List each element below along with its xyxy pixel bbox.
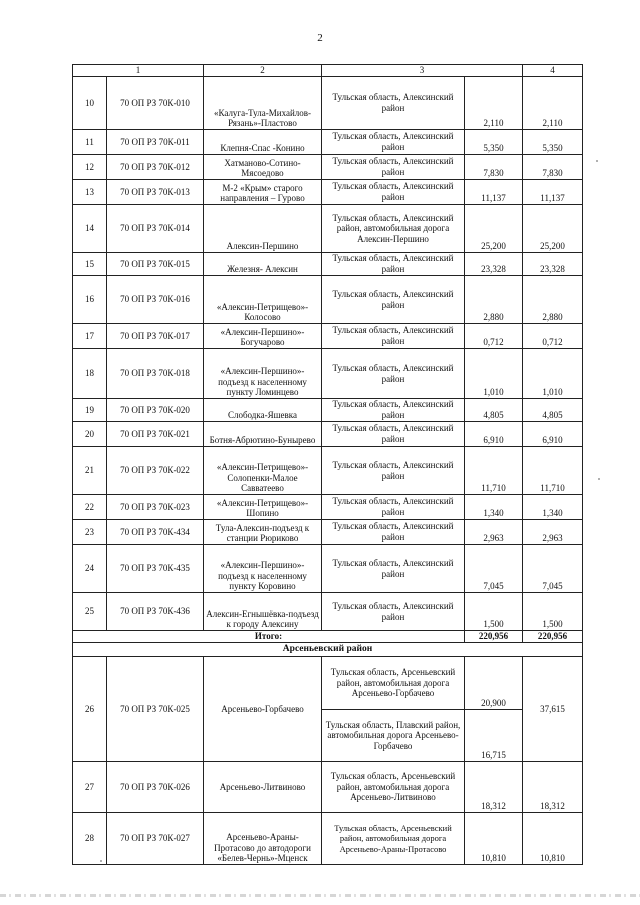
row-number: 24 bbox=[73, 545, 107, 593]
scan-edge-artifact bbox=[0, 894, 640, 897]
row-number: 13 bbox=[73, 180, 107, 205]
road-total: 1,500 bbox=[523, 593, 583, 631]
road-location: Тульская область, Арсеньевский район, автомобильная дорога Арсеньево-Горбачево bbox=[322, 657, 465, 710]
road-location: Тульская область, Алексинский район bbox=[322, 77, 465, 130]
road-code: 70 ОП РЗ 70К-434 bbox=[107, 520, 204, 545]
road-length: 11,710 bbox=[465, 447, 523, 495]
road-location: Тульская область, Алексинский район bbox=[322, 253, 465, 276]
road-name: «Алексин-Петрищево»-Колосово bbox=[204, 276, 322, 324]
road-name: Арсеньево-Горбачево bbox=[204, 657, 322, 762]
table-row bbox=[73, 545, 583, 593]
table-row bbox=[73, 349, 583, 399]
scan-speck bbox=[100, 860, 102, 862]
road-location: Тульская область, Алексинский район bbox=[322, 324, 465, 349]
row-number: 25 bbox=[73, 593, 107, 631]
row-number: 26 bbox=[73, 657, 107, 762]
road-length: 20,900 bbox=[465, 657, 523, 710]
road-code: 70 ОП РЗ 70К-027 bbox=[107, 813, 204, 865]
road-total: 23,328 bbox=[523, 253, 583, 276]
road-name: «Алексин-Першино»-Богучарово bbox=[204, 324, 322, 349]
road-length: 2,963 bbox=[465, 520, 523, 545]
road-total: 11,137 bbox=[523, 180, 583, 205]
subtotal-row bbox=[73, 631, 583, 643]
road-length: 1,500 bbox=[465, 593, 523, 631]
road-code: 70 ОП РЗ 70К-017 bbox=[107, 324, 204, 349]
road-location: Тульская область, Арсеньевский район, автомобильная дорога Арсеньево-Араны-Протасово bbox=[322, 813, 465, 865]
road-code: 70 ОП РЗ 70К-023 bbox=[107, 495, 204, 520]
road-name: «Калуга-Тула-Михайлов-Рязань»-Пластово bbox=[204, 77, 322, 130]
road-total: 11,710 bbox=[523, 447, 583, 495]
row-number: 11 bbox=[73, 130, 107, 155]
road-code: 70 ОП РЗ 70К-020 bbox=[107, 399, 204, 422]
road-total: 2,880 bbox=[523, 276, 583, 324]
road-total: 6,910 bbox=[523, 422, 583, 447]
road-location: Тульская область, Алексинский район bbox=[322, 130, 465, 155]
road-location: Тульская область, Алексинский район bbox=[322, 155, 465, 180]
row-number: 23 bbox=[73, 520, 107, 545]
road-name: Алексин-Егнышёвка-подъезд к городу Алексину bbox=[204, 593, 322, 631]
road-length: 10,810 bbox=[465, 813, 523, 865]
table-row bbox=[73, 520, 583, 545]
road-code: 70 ОП РЗ 70К-025 bbox=[107, 657, 204, 762]
road-name: «Алексин-Першино»-подъезд к населенному пункту Коровино bbox=[204, 545, 322, 593]
road-name: «Алексин-Першино»-подъезд к населенному пункту Ломинцево bbox=[204, 349, 322, 399]
road-total: 2,110 bbox=[523, 77, 583, 130]
table-row bbox=[73, 324, 583, 349]
table-row bbox=[73, 593, 583, 631]
road-length: 2,880 bbox=[465, 276, 523, 324]
road-length: 25,200 bbox=[465, 205, 523, 253]
page-number: 2 bbox=[317, 32, 323, 44]
row-number: 15 bbox=[73, 253, 107, 276]
table-row bbox=[73, 205, 583, 253]
road-total: 37,615 bbox=[523, 657, 583, 762]
road-name: М-2 «Крым» старого направления – Гурово bbox=[204, 180, 322, 205]
road-code: 70 ОП РЗ 70К-026 bbox=[107, 762, 204, 813]
header-col-1: 1 bbox=[73, 65, 204, 77]
road-length: 4,805 bbox=[465, 399, 523, 422]
table-row bbox=[73, 276, 583, 324]
table-tail bbox=[73, 631, 583, 865]
scan-speck bbox=[598, 478, 600, 480]
row-number: 19 bbox=[73, 399, 107, 422]
table-body bbox=[73, 65, 583, 631]
road-length: 1,010 bbox=[465, 349, 523, 399]
road-code: 70 ОП РЗ 70К-012 bbox=[107, 155, 204, 180]
road-length: 18,312 bbox=[465, 762, 523, 813]
road-code: 70 ОП РЗ 70К-015 bbox=[107, 253, 204, 276]
subtotal-label: Итого: bbox=[73, 631, 465, 643]
header-col-2: 2 bbox=[204, 65, 322, 77]
row-number: 18 bbox=[73, 349, 107, 399]
road-length: 2,110 bbox=[465, 77, 523, 130]
road-length: 5,350 bbox=[465, 130, 523, 155]
road-length: 11,137 bbox=[465, 180, 523, 205]
scan-speck bbox=[596, 160, 598, 162]
row-number: 27 bbox=[73, 762, 107, 813]
road-location: Тульская область, Алексинский район bbox=[322, 593, 465, 631]
subtotal-total: 220,956 bbox=[523, 631, 583, 643]
road-total: 1,340 bbox=[523, 495, 583, 520]
row-number: 12 bbox=[73, 155, 107, 180]
section-header-row bbox=[73, 643, 583, 657]
road-location: Тульская область, Алексинский район bbox=[322, 399, 465, 422]
road-code: 70 ОП РЗ 70К-013 bbox=[107, 180, 204, 205]
road-total: 18,312 bbox=[523, 762, 583, 813]
road-code: 70 ОП РЗ 70К-436 bbox=[107, 593, 204, 631]
road-total: 0,712 bbox=[523, 324, 583, 349]
table-row bbox=[73, 422, 583, 447]
row-number: 20 bbox=[73, 422, 107, 447]
road-total: 2,963 bbox=[523, 520, 583, 545]
road-name: Слободка-Яшевка bbox=[204, 399, 322, 422]
road-location: Тульская область, Алексинский район, автомобильная дорога Алексин-Першино bbox=[322, 205, 465, 253]
road-location: Тульская область, Алексинский район bbox=[322, 349, 465, 399]
road-code: 70 ОП РЗ 70К-435 bbox=[107, 545, 204, 593]
table-row bbox=[73, 762, 583, 813]
road-register-table bbox=[72, 64, 583, 865]
road-length: 0,712 bbox=[465, 324, 523, 349]
road-location: Тульская область, Плавский район, автомобильная дорога Арсеньево-Горбачево bbox=[322, 710, 465, 762]
road-code: 70 ОП РЗ 70К-021 bbox=[107, 422, 204, 447]
road-name: Арсеньево-Араны-Протасово до автодороги «Белев-Чернь»-Мценск bbox=[204, 813, 322, 865]
road-location: Тульская область, Алексинский район bbox=[322, 422, 465, 447]
road-code: 70 ОП РЗ 70К-011 bbox=[107, 130, 204, 155]
table-row bbox=[73, 657, 583, 710]
road-code: 70 ОП РЗ 70К-018 bbox=[107, 349, 204, 399]
road-location: Тульская область, Алексинский район bbox=[322, 545, 465, 593]
road-total: 4,805 bbox=[523, 399, 583, 422]
row-number: 14 bbox=[73, 205, 107, 253]
road-length: 7,830 bbox=[465, 155, 523, 180]
road-name: Клепня-Спас -Конино bbox=[204, 130, 322, 155]
road-code: 70 ОП РЗ 70К-022 bbox=[107, 447, 204, 495]
subtotal-length: 220,956 bbox=[465, 631, 523, 643]
road-name: Тула-Алексин-подъезд к станции Рюриково bbox=[204, 520, 322, 545]
row-number: 17 bbox=[73, 324, 107, 349]
road-total: 5,350 bbox=[523, 130, 583, 155]
road-total: 1,010 bbox=[523, 349, 583, 399]
table-row bbox=[73, 155, 583, 180]
road-code: 70 ОП РЗ 70К-014 bbox=[107, 205, 204, 253]
road-location: Тульская область, Алексинский район bbox=[322, 180, 465, 205]
road-code: 70 ОП РЗ 70К-016 bbox=[107, 276, 204, 324]
road-location: Тульская область, Арсеньевский район, автомобильная дорога Арсеньево-Литвиново bbox=[322, 762, 465, 813]
table-row bbox=[73, 495, 583, 520]
section-title: Арсеньевский район bbox=[73, 643, 583, 657]
road-name: Арсеньево-Литвиново bbox=[204, 762, 322, 813]
road-name: «Алексин-Петрищево»-Шопино bbox=[204, 495, 322, 520]
row-number: 10 bbox=[73, 77, 107, 130]
row-number: 16 bbox=[73, 276, 107, 324]
table-row bbox=[73, 77, 583, 130]
table-row bbox=[73, 180, 583, 205]
header-col-4: 4 bbox=[523, 65, 583, 77]
road-name: Ботня-Абрютино-Бунырево bbox=[204, 422, 322, 447]
table-row bbox=[73, 447, 583, 495]
road-length: 1,340 bbox=[465, 495, 523, 520]
road-total: 25,200 bbox=[523, 205, 583, 253]
road-total: 10,810 bbox=[523, 813, 583, 865]
road-name: Железня- Алексин bbox=[204, 253, 322, 276]
header-col-3: 3 bbox=[322, 65, 523, 77]
road-code: 70 ОП РЗ 70К-010 bbox=[107, 77, 204, 130]
road-location: Тульская область, Алексинский район bbox=[322, 447, 465, 495]
road-total: 7,830 bbox=[523, 155, 583, 180]
road-length: 23,328 bbox=[465, 253, 523, 276]
table-row bbox=[73, 813, 583, 865]
row-number: 22 bbox=[73, 495, 107, 520]
row-number: 28 bbox=[73, 813, 107, 865]
table-row bbox=[73, 130, 583, 155]
road-length: 7,045 bbox=[465, 545, 523, 593]
table-row bbox=[73, 253, 583, 276]
table-row bbox=[73, 399, 583, 422]
column-number-header bbox=[73, 65, 583, 77]
road-location: Тульская область, Алексинский район bbox=[322, 495, 465, 520]
road-name: Алексин-Першино bbox=[204, 205, 322, 253]
road-location: Тульская область, Алексинский район bbox=[322, 520, 465, 545]
road-length: 16,715 bbox=[465, 710, 523, 762]
road-name: «Алексин-Петрищево»-Солопенки-Малое Савватеево bbox=[204, 447, 322, 495]
road-total: 7,045 bbox=[523, 545, 583, 593]
road-location: Тульская область, Алексинский район bbox=[322, 276, 465, 324]
road-length: 6,910 bbox=[465, 422, 523, 447]
row-number: 21 bbox=[73, 447, 107, 495]
road-name: Хатманово-Сотино-Мясоедово bbox=[204, 155, 322, 180]
